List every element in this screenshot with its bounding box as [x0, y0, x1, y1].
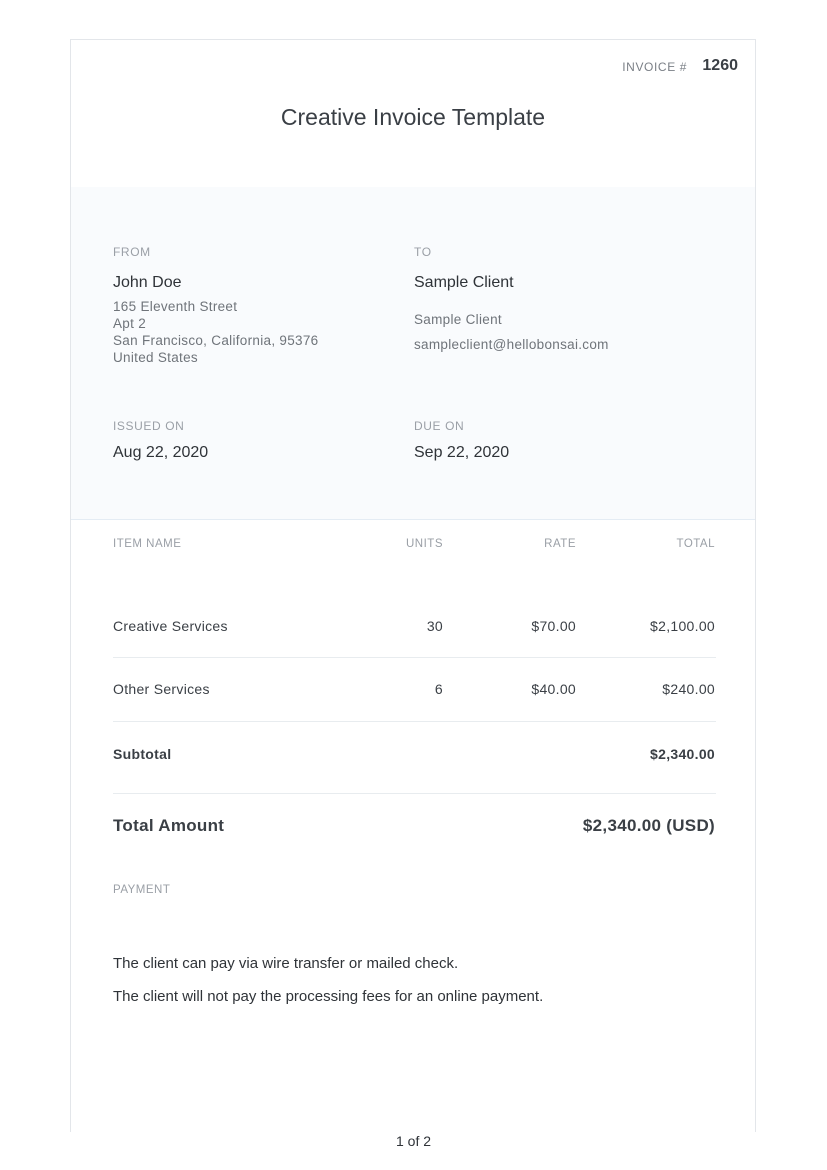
item-total: $2,100.00	[650, 618, 715, 634]
subtotal-row	[113, 722, 716, 794]
to-label: TO	[414, 245, 432, 259]
column-header-units: UNITS	[406, 538, 443, 550]
column-header-total: TOTAL	[676, 538, 715, 550]
column-header-rate: RATE	[544, 538, 576, 550]
from-address-line: San Francisco, California, 95376	[113, 333, 319, 348]
page-number: 1 of 2	[395, 1133, 432, 1149]
item-total: $240.00	[662, 681, 715, 697]
column-header-item-name: ITEM NAME	[113, 538, 182, 550]
from-name: John Doe	[113, 274, 182, 291]
payment-line: The client will not pay the processing fees for an online payment.	[113, 988, 544, 1005]
to-email[interactable]: sampleclient@hellobonsai.com	[414, 337, 609, 352]
subtotal-label: Subtotal	[113, 746, 172, 762]
from-label: FROM	[113, 245, 151, 259]
payment-line: The client can pay via wire transfer or mailed check.	[113, 955, 459, 972]
invoice-number-label: INVOICE #	[622, 60, 687, 74]
to-name: Sample Client	[414, 274, 514, 291]
invoice-number: 1260	[702, 57, 738, 74]
item-units: 30	[426, 618, 443, 634]
table-row	[113, 594, 716, 658]
due-label: DUE ON	[414, 419, 465, 433]
item-name: Creative Services	[113, 618, 228, 634]
parties-section	[71, 187, 755, 520]
to-detail-line: Sample Client	[414, 312, 502, 327]
item-units: 6	[434, 681, 443, 697]
due-date: Sep 22, 2020	[414, 444, 510, 461]
total-amount-value: $2,340.00 (USD)	[582, 816, 715, 835]
from-address-line: 165 Eleventh Street	[113, 299, 238, 314]
issued-date: Aug 22, 2020	[113, 444, 209, 461]
item-name: Other Services	[113, 681, 210, 697]
from-address-line: Apt 2	[113, 316, 147, 331]
from-address-line: United States	[113, 350, 198, 365]
invoice-header	[71, 40, 755, 188]
from-address	[113, 298, 318, 366]
payment-label: PAYMENT	[113, 884, 171, 896]
issued-label: ISSUED ON	[113, 419, 185, 433]
invoice-title: Creative Invoice Template	[280, 104, 546, 130]
to-details	[414, 307, 609, 357]
subtotal-value: $2,340.00	[650, 746, 715, 762]
table-row	[113, 658, 716, 722]
item-rate: $40.00	[531, 681, 576, 697]
total-amount-label: Total Amount	[113, 816, 225, 835]
item-rate: $70.00	[531, 618, 576, 634]
